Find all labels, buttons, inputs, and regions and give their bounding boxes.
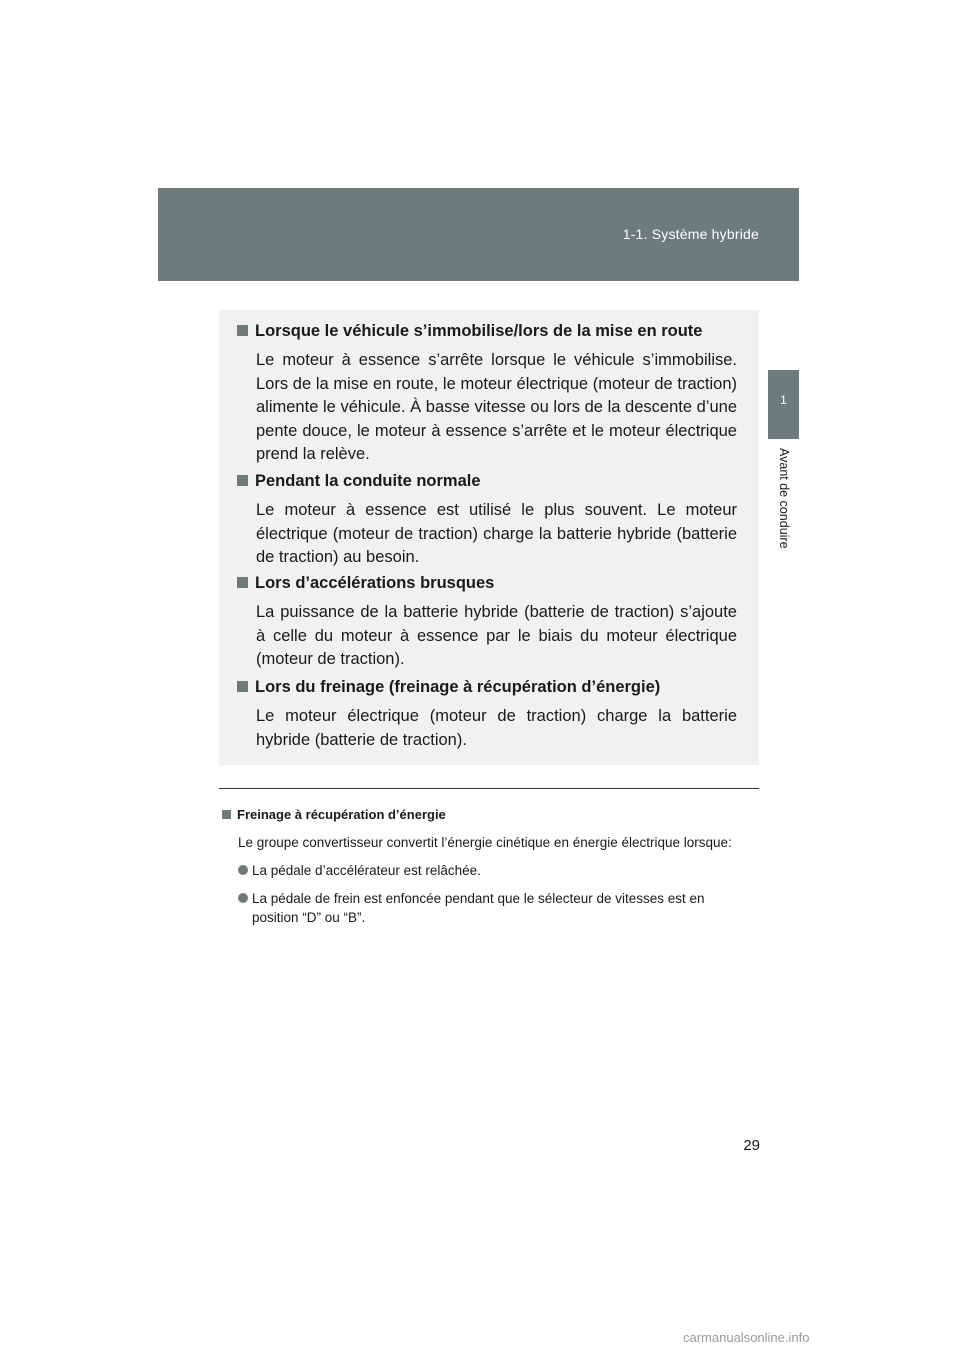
section-heading: Lors du freinage (freinage à récupération d’énergie) xyxy=(237,676,737,698)
square-bullet-icon xyxy=(237,577,248,588)
section-text: Le moteur électrique (moteur de traction) charge la batterie hybride (batterie de traction). xyxy=(256,707,737,749)
divider-line xyxy=(219,788,759,789)
chapter-label: Avant de conduire xyxy=(777,448,791,549)
regenerative-braking-note xyxy=(222,806,754,927)
list-item: La pédale de frein est enfoncée pendant que le sélecteur de vitesses est en position “D” ou “B”. xyxy=(222,889,754,927)
list-item: La pédale d’accélérateur est relâchée. xyxy=(222,861,754,880)
section-acceleration xyxy=(237,572,737,672)
section-text: Le moteur à essence est utilisé le plus souvent. Le moteur électrique (moteur de traction) charge la batterie hybride (batterie de traction) au besoin. xyxy=(256,501,737,567)
note-intro: Le groupe convertisseur convertit l’énergie cinétique en énergie électrique lorsque: xyxy=(238,835,732,850)
section-braking xyxy=(237,676,737,752)
section-stop-start xyxy=(237,320,737,467)
round-bullet-icon xyxy=(238,865,248,875)
chapter-tab xyxy=(768,370,799,439)
section-text: La puissance de la batterie hybride (batterie de traction) s’ajoute à celle du moteur à essence par le biais du moteur électrique (moteur de traction). xyxy=(256,603,737,669)
square-bullet-icon xyxy=(237,681,248,692)
note-heading: Freinage à récupération d’énergie xyxy=(222,806,754,824)
page-number: 29 xyxy=(743,1137,760,1154)
hybrid-modes-box xyxy=(219,310,759,765)
section-normal-driving xyxy=(237,470,737,570)
round-bullet-icon xyxy=(238,893,248,903)
section-heading: Pendant la conduite normale xyxy=(237,470,737,492)
section-title: 1-1. Système hybride xyxy=(622,226,759,242)
section-heading: Lors d’accélérations brusques xyxy=(237,572,737,594)
square-bullet-icon xyxy=(222,810,231,819)
square-bullet-icon xyxy=(237,475,248,486)
chapter-number: 1 xyxy=(780,393,787,407)
section-text: Le moteur à essence s’arrête lorsque le véhicule s’immobilise. Lors de la mise en route, le moteur électrique (moteur de traction) alimente le véhicule. À basse vitesse ou lors de la descente d’une pente douce, le moteur à essence s’arrête et le moteur électrique prend la relève. xyxy=(256,351,737,464)
chapter-label-container xyxy=(775,448,795,568)
section-heading: Lorsque le véhicule s’immobilise/lors de la mise en route xyxy=(237,320,737,342)
watermark: carmanualsonline.info xyxy=(683,1330,810,1345)
section-header-band xyxy=(158,188,799,281)
square-bullet-icon xyxy=(237,325,248,336)
